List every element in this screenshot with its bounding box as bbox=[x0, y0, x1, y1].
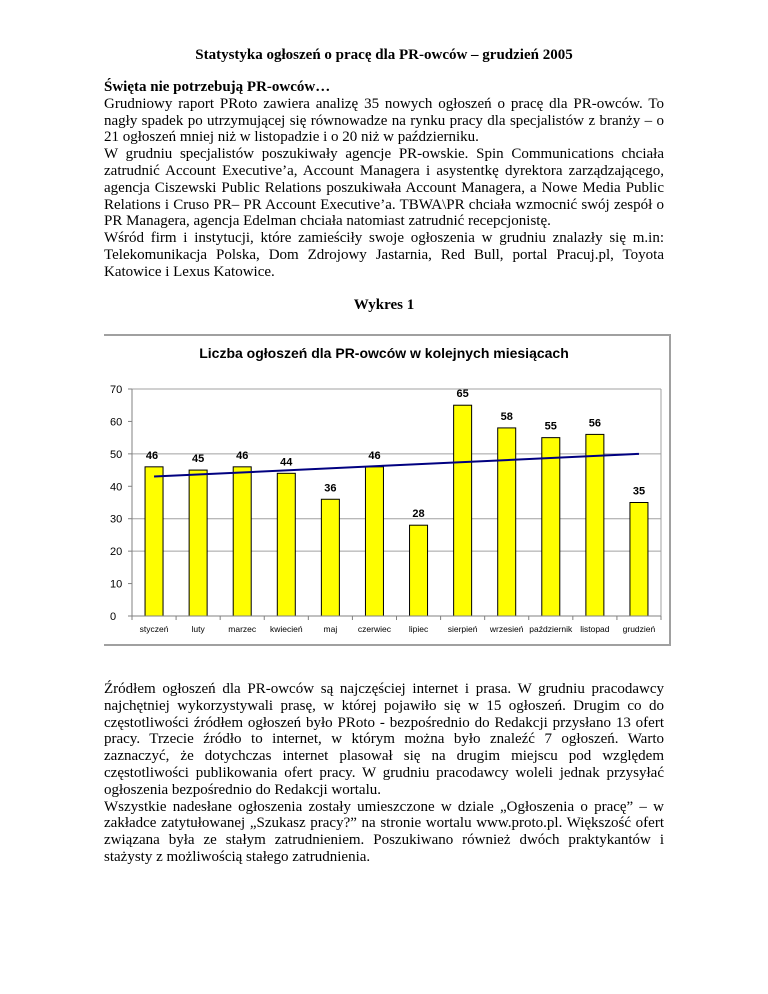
data-label: 44 bbox=[280, 456, 293, 469]
x-tick-label: czerwiec bbox=[357, 624, 391, 634]
bar-sierpień bbox=[454, 405, 472, 616]
data-label: 55 bbox=[544, 420, 557, 433]
bar-marzec bbox=[233, 467, 251, 616]
x-tick-label: maj bbox=[323, 624, 338, 634]
data-label: 46 bbox=[145, 449, 159, 462]
x-axis bbox=[132, 616, 661, 634]
paragraph: W grudniu specjalistów poszukiwały agencje PR-owskie. Spin Communications chciała zatrudnić Account Executive’a, Account Managera i asystentkę dyrektora zarządzającego, agencja Ciszewski Public Relations poszukiwała Account Managera, a Nowe Media Public Relations i Cruso PR– PR Account Executive’a. TBWA\PR chciała wzmocnić swój zespół o PR Managera, agencja Edelman chciała natomiast zatrudnić recepcjonistę. bbox=[104, 146, 664, 230]
y-tick-label: 30 bbox=[110, 513, 123, 526]
bar-wrzesień bbox=[498, 428, 516, 616]
data-label: 65 bbox=[456, 388, 469, 401]
y-axis bbox=[110, 384, 132, 623]
x-tick-label: marzec bbox=[228, 624, 257, 634]
y-tick-label: 40 bbox=[110, 481, 123, 494]
data-label: 36 bbox=[324, 482, 337, 495]
data-label: 58 bbox=[500, 410, 513, 423]
bar-maj bbox=[321, 499, 339, 616]
x-tick-label: kwiecień bbox=[269, 624, 303, 634]
x-tick-label: wrzesień bbox=[489, 624, 524, 634]
y-tick-label: 60 bbox=[110, 416, 123, 429]
data-label: 45 bbox=[192, 453, 205, 466]
x-tick-label: październik bbox=[529, 624, 573, 634]
x-tick-label: grudzień bbox=[622, 624, 656, 634]
x-tick-label: listopad bbox=[580, 624, 610, 634]
bar-kwiecień bbox=[277, 473, 295, 616]
bar-październik bbox=[542, 438, 560, 616]
data-label: 56 bbox=[588, 417, 601, 430]
paragraph: Grudniowy raport PRoto zawiera analizę 35 nowych ogłoszeń o pracę dla PR-owców. To nagły spadek po utrzymującej się równowadze na rynku pracy dla specjalistów z branży – o 21 ogłoszeń mniej niż w listopadzie i o 20 niż w październiku. bbox=[104, 95, 664, 146]
bar-lipiec bbox=[410, 525, 428, 616]
y-tick-label: 20 bbox=[110, 546, 123, 559]
data-label: 46 bbox=[368, 449, 381, 462]
document-title: Statystyka ogłoszeń o pracę dla PR-owców – grudzień 2005 bbox=[195, 47, 573, 63]
paragraph: Źródłem ogłoszeń dla PR-owców są najczęściej internet i prasa. W grudniu pracodawcy najchętniej wykorzystywali prasę, w której pojawiło się w 15 ogłoszeń. Drugim co do częstotliwości źródłem ogłoszeń było PRoto - bezpośrednio do Redakcji przysłano 13 ofert pracy. Trzecie źródło to internet, w którym można było znaleźć 7 ogłoszeń. Warto zaznaczyć, że dotychczas internet plasował się na drugim miejscu pod względem częstotliwości publikowania ofert pracy. W grudniu pracodawcy woleli jednak przysyłać ogłoszenia bezpośrednio do Redakcji wortalu. bbox=[104, 681, 664, 798]
gridlines bbox=[132, 389, 661, 616]
trend-line bbox=[154, 454, 639, 477]
paragraph: Wszystkie nadesłane ogłoszenia zostały umieszczone w dziale „Ogłoszenia o pracę” – w zakładce zatytułowanej „Szukasz pracy?” na stronie wortalu www.proto.pl. Większość ofert związana była ze stałym zatrudnieniem. Poszukiwano również dwóch praktykantów i stażysty z możliwością stałego zatrudnienia. bbox=[104, 798, 664, 865]
y-tick-label: 0 bbox=[110, 611, 117, 623]
bar-czerwiec bbox=[365, 467, 383, 616]
y-tick-label: 50 bbox=[110, 448, 123, 461]
x-tick-label: sierpień bbox=[447, 624, 478, 634]
figure-label: Wykres 1 bbox=[353, 297, 415, 313]
section-heading: Święta nie potrzebują PR-owców… bbox=[104, 79, 331, 95]
data-label: 35 bbox=[632, 485, 646, 498]
data-label: 28 bbox=[412, 508, 425, 521]
trendline bbox=[154, 454, 639, 477]
paragraph: Wśród firm i instytucji, które zamieściły swoje ogłoszenia w grudniu znalazły się m.in: Telekomunikacja Polska, Dom Zdrojowy Jastarnia, Red Bull, portal Pracuj.pl, Toyota Katowice i Lexus Katowice. bbox=[104, 230, 664, 280]
data-label: 46 bbox=[236, 449, 249, 462]
y-tick-label: 10 bbox=[110, 578, 123, 591]
x-tick-label: luty bbox=[191, 624, 205, 634]
bars bbox=[145, 405, 648, 616]
y-tick-label: 70 bbox=[110, 384, 123, 396]
bar-grudzień bbox=[630, 503, 648, 617]
bar-styczeń bbox=[145, 467, 163, 616]
x-tick-label: styczeń bbox=[139, 624, 169, 634]
chart-title: Liczba ogłoszeń dla PR-owców w kolejnych miesiącach bbox=[199, 345, 569, 361]
bar-listopad bbox=[586, 434, 604, 616]
sources-section bbox=[104, 681, 664, 866]
x-tick-label: lipiec bbox=[408, 624, 429, 634]
bar-luty bbox=[189, 470, 207, 616]
